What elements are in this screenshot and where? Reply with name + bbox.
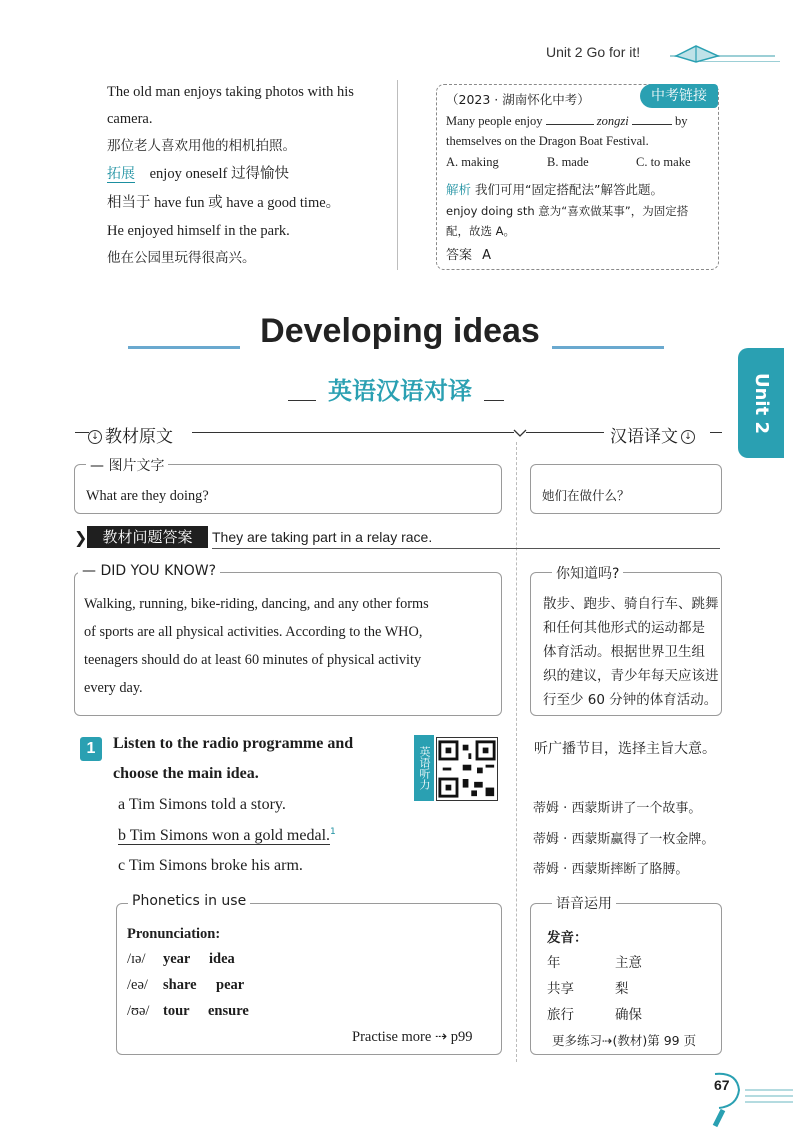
phonetics-cn-label: 语音运用 xyxy=(552,893,616,913)
subtitle-rule-right xyxy=(484,400,504,401)
answer-value: A xyxy=(482,248,492,263)
exam-question-line-1 xyxy=(446,111,714,131)
dyk-cn-line-3: 体育活动。根据世界卫生组 xyxy=(543,644,705,660)
section-subtitle: 英语汉语对译 xyxy=(328,377,472,405)
exercise-title-line-1: Listen to the radio programme and xyxy=(113,735,354,752)
header-rule-left xyxy=(192,432,514,433)
analysis-line-1 xyxy=(446,180,663,200)
section-title: Developing ideas xyxy=(260,312,540,350)
column-divider xyxy=(397,80,398,270)
translation-header xyxy=(610,422,698,447)
exercise-option-a: a Tim Simons told a story. xyxy=(118,796,286,813)
phonetic-word-1: share xyxy=(163,977,197,993)
exercise-option-c-cn: 蒂姆 · 西蒙斯摔断了胳膊。 xyxy=(533,862,689,877)
dyk-cn-label: 你知道吗? xyxy=(552,563,623,583)
rule xyxy=(75,432,89,433)
exam-source: （2023 · 湖南怀化中考） xyxy=(446,92,590,107)
answer-line xyxy=(446,244,491,263)
phonetic-word-2: idea xyxy=(209,951,235,967)
note-line-6: He enjoyed himself in the park. xyxy=(107,223,290,239)
dyk-cn-line-5: 行至少 60 分钟的体育活动。 xyxy=(543,692,718,708)
cn-word-2: 主意 xyxy=(615,955,642,971)
practise-more-cn[interactable]: 更多练习⇢(教材)第 99 页 xyxy=(552,1033,697,1048)
textbook-answer-text: They are taking part in a relay race. xyxy=(212,529,433,545)
exam-question-line-2: themselves on the Dragon Boat Festival. xyxy=(446,134,649,148)
phonetic-cn-row-3 xyxy=(547,1003,642,1027)
note-line-1: The old man enjoys taking photos with his xyxy=(107,84,354,100)
exercise-number-badge: 1 xyxy=(80,737,102,761)
note-line-7: 他在公园里玩得很高兴。 xyxy=(107,250,256,266)
phonetic-row-1 xyxy=(127,951,235,968)
dyk-cn-line-4: 织的建议，青少年每天应该进 xyxy=(543,668,719,684)
exercise-title-cn: 听广播节目，选择主旨大意。 xyxy=(534,741,716,757)
exercise-option-b xyxy=(118,827,336,845)
cn-word-1: 旅行 xyxy=(547,1007,574,1023)
note-line-2: camera. xyxy=(107,111,153,127)
pronunciation-heading-cn: 发音： xyxy=(547,930,588,946)
answer-blank xyxy=(546,124,594,125)
original-text-header xyxy=(88,422,173,447)
phonetic-cn-row-1 xyxy=(547,951,642,975)
phonetic-word-1: year xyxy=(163,951,191,967)
phonetic-word-2: ensure xyxy=(208,1003,249,1019)
original-text-label: 教材原文 xyxy=(105,427,173,447)
exercise-option-c: c Tim Simons broke his arm. xyxy=(118,857,303,874)
footnote-marker: 1 xyxy=(330,827,336,837)
cn-word-2: 梨 xyxy=(615,981,629,997)
dyk-en-line-4: every day. xyxy=(84,680,143,696)
dyk-en-line-1: Walking, running, bike-riding, dancing, and any other forms xyxy=(84,596,429,612)
unit-header: Unit 2 Go for it! xyxy=(546,44,641,60)
chevron-down-icon xyxy=(512,427,528,439)
phonetic-word-1: tour xyxy=(163,1003,190,1019)
did-you-know-text: DID YOU KNOW? xyxy=(100,563,217,579)
cn-word-1: 共享 xyxy=(547,981,574,997)
option-b-text: b Tim Simons won a gold medal. xyxy=(118,827,331,845)
option-c: C. to make xyxy=(636,155,691,169)
phonetics-label: Phonetics in use xyxy=(128,893,250,909)
translation-label: 汉语译文 xyxy=(610,427,678,447)
analysis-label: 解析 xyxy=(446,182,472,197)
listening-tag: 英语听力 xyxy=(414,735,434,801)
unit-side-tab-label: Unit 2 xyxy=(751,372,772,434)
answer-underline xyxy=(212,548,720,549)
phonetic-row-2 xyxy=(127,977,244,994)
question-part-1: Many people enjoy xyxy=(446,114,543,128)
dyk-cn-line-2: 和任何其他形式的运动都是 xyxy=(543,620,705,636)
exam-link-tag: 中考链接 xyxy=(640,84,718,108)
exercise-option-a-cn: 蒂姆 · 西蒙斯讲了一个故事。 xyxy=(533,801,702,816)
pronunciation-heading: Pronunciation: xyxy=(127,926,221,942)
center-divider xyxy=(516,442,518,1062)
rule xyxy=(710,432,722,433)
chevron-right-icon: ❯ xyxy=(74,528,88,547)
subtitle-rule-left xyxy=(288,400,316,401)
dyk-en-line-3: teenagers should do at least 60 minutes of physical activity xyxy=(84,652,422,668)
exercise-title-line-2: choose the main idea. xyxy=(113,765,259,782)
picture-label-text: 图片文字 xyxy=(108,458,165,474)
arrow-circle-icon: ↓ xyxy=(681,430,695,444)
dyk-cn-line-1: 散步、跑步、骑自行车、跳舞 xyxy=(543,596,719,612)
picture-text-en: What are they doing? xyxy=(86,488,209,504)
phonetic-symbol: /ʊə/ xyxy=(127,1003,150,1019)
phonetic-cn-row-2 xyxy=(547,977,629,1001)
question-part-3: by xyxy=(674,114,688,128)
did-you-know-label: — DID YOU KNOW? xyxy=(78,563,220,579)
practise-more-link[interactable]: Practise more ⇢ p99 xyxy=(352,1029,473,1045)
extension-label: 拓展 xyxy=(107,166,135,182)
header-rule-right xyxy=(526,432,604,433)
exercise-option-b-cn: 蒂姆 · 西蒙斯赢得了一枚金牌。 xyxy=(533,832,715,847)
arrow-circle-icon: ↓ xyxy=(88,430,102,444)
phonetic-symbol: /eə/ xyxy=(127,977,148,993)
option-a: A. making xyxy=(446,155,499,169)
phonetic-word-2: pear xyxy=(216,977,245,993)
note-line-5: 相当于 have fun 或 have a good time。 xyxy=(107,195,341,211)
note-line-3: 那位老人喜欢用他的相机拍照。 xyxy=(107,138,296,154)
phonetic-row-3 xyxy=(127,1003,249,1020)
page-number: 67 xyxy=(714,1077,730,1093)
answer-blank-2 xyxy=(632,124,672,125)
analysis-line-2: enjoy doing sth 意为“喜欢做某事”，为固定搭 xyxy=(446,204,689,218)
analysis-line-3: 配，故选 A。 xyxy=(446,224,516,238)
answer-label: 答案 xyxy=(446,248,473,263)
dyk-en-line-2: of sports are all physical activities. According to the WHO, xyxy=(84,624,423,640)
analysis-text-1: 我们可用“固定搭配法”解答此题。 xyxy=(475,182,663,197)
option-b: B. made xyxy=(547,155,589,169)
picture-text-cn: 她们在做什么？ xyxy=(542,488,630,503)
qr-code-icon[interactable] xyxy=(436,737,498,801)
extension-text: enjoy oneself 过得愉快 xyxy=(149,166,289,182)
phonetic-symbol: /ɪə/ xyxy=(127,951,146,967)
textbook-answer-tag: 教材问题答案 xyxy=(87,526,208,548)
note-extension xyxy=(107,162,289,186)
question-part-2: zongzi xyxy=(596,114,629,128)
cn-word-2: 确保 xyxy=(615,1007,642,1023)
book-icon xyxy=(672,38,722,64)
picture-text-label: — 图片文字 xyxy=(86,455,168,475)
cn-word-1: 年 xyxy=(547,955,561,971)
